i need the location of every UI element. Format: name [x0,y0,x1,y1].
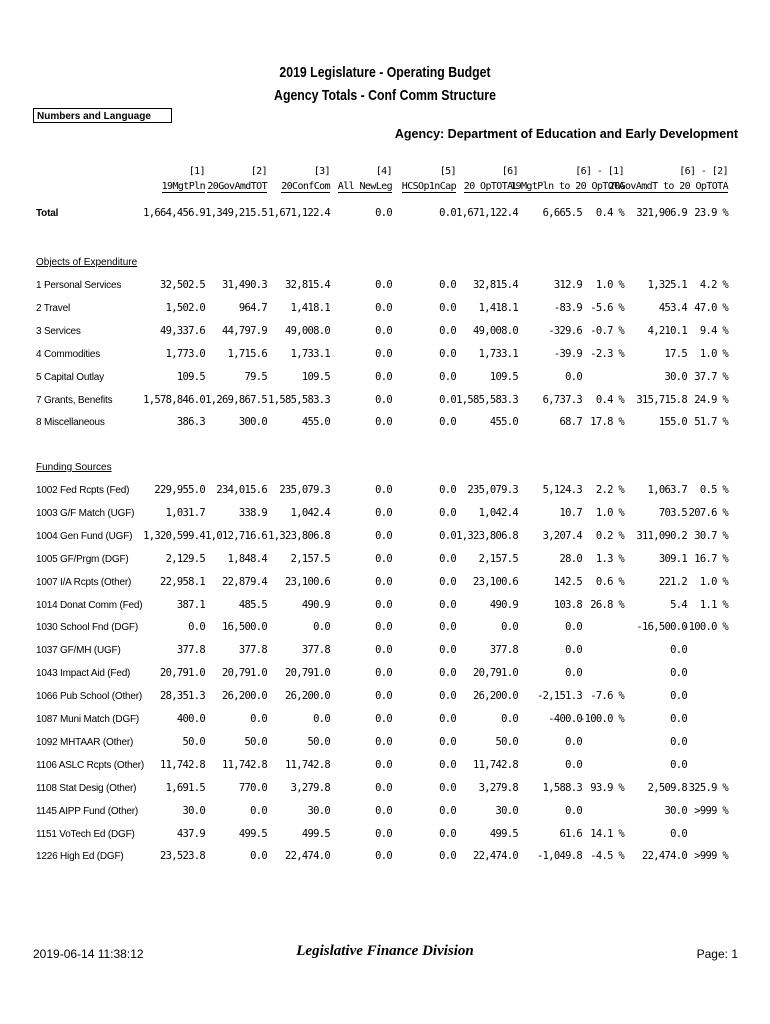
table-cell: -0.7 % [590,325,624,337]
table-cell: 0.0 [439,371,456,383]
table-cell: 22,474.0 [285,850,330,862]
table-cell: 0.4 % [595,394,624,406]
table-cell: 0.0 [375,736,392,748]
table-cell: 0.0 [375,325,392,337]
table-cell: 1,585,583.3 [456,394,518,406]
table-cell: 0.0 [439,348,456,360]
table-cell: 234,015.6 [216,484,267,496]
table-cell: 0.0 [313,713,330,725]
column-number: [2] [250,166,267,177]
table-cell: >999 % [694,805,728,817]
row-label: 1005 GF/Prgm (DGF) [36,554,129,565]
table-cell: 0.0 [439,394,456,406]
table-cell: 0.0 [375,782,392,794]
column-number: [6] - [1] [575,166,624,177]
table-cell: 26,200.0 [285,690,330,702]
table-cell: 321,906.9 [636,207,687,219]
table-cell: 79.5 [244,371,267,383]
table-cell: 1.0 % [699,576,728,588]
table-cell: 61.6 [559,828,582,840]
table-cell: 51.7 % [694,416,728,428]
table-cell: 50.0 [244,736,267,748]
table-cell: 109.5 [489,371,518,383]
table-cell: 155.0 [658,416,687,428]
row-label: 1226 High Ed (DGF) [36,851,124,862]
table-cell: 0.0 [439,713,456,725]
table-cell: 16.7 % [694,553,728,565]
table-cell: 0.0 [670,644,687,656]
table-cell: 703.5 [658,507,687,519]
table-cell: 0.0 [375,484,392,496]
table-cell: -83.9 [553,302,582,314]
row-label: 1002 Fed Rcpts (Fed) [36,485,130,496]
table-cell: 455.0 [301,416,330,428]
table-cell: 0.0 [565,805,582,817]
table-cell: 0.0 [375,850,392,862]
table-cell: 0.0 [501,713,518,725]
table-cell: 9.4 % [699,325,728,337]
table-cell: 10.7 [559,507,582,519]
table-cell: 30.7 % [694,530,728,542]
row-label: 4 Commodities [36,349,101,360]
table-cell: 0.0 [375,553,392,565]
table-cell: 0.0 [565,736,582,748]
table-cell: 31,490.3 [222,279,267,291]
table-cell: 300.0 [238,416,267,428]
table-cell: 23.9 % [694,207,728,219]
table-cell: 0.0 [250,713,267,725]
table-cell: 49,008.0 [473,325,518,337]
table-cell: 14.1 % [590,828,624,840]
footer-division: Legislative Finance Division [296,943,474,959]
table-cell: 2.2 % [595,484,624,496]
table-cell: 0.0 [439,667,456,679]
column-number: [3] [313,166,330,177]
row-label: 1043 Impact Aid (Fed) [36,668,131,679]
table-cell: 1,671,122.4 [456,207,518,219]
table-cell: 309.1 [658,553,687,565]
table-cell: 11,742.8 [222,759,267,771]
table-cell: 50.0 [307,736,330,748]
table-cell: 20,791.0 [160,667,205,679]
table-cell: -2.3 % [590,348,624,360]
table-cell: 1,063.7 [647,484,687,496]
row-label: 5 Capital Outlay [36,372,104,383]
table-cell: 4,210.1 [647,325,687,337]
row-label: 1092 MHTAAR (Other) [36,737,134,748]
table-cell: 0.0 [439,207,456,219]
table-cell: 0.0 [375,713,392,725]
table-cell: 377.8 [489,644,518,656]
row-label: 1108 Stat Desig (Other) [36,783,137,794]
table-cell: 1,502.0 [165,302,205,314]
table-cell: 0.0 [375,621,392,633]
table-cell: -7.6 % [590,690,624,702]
column-name: 19MgtPln to 20 OpTOTA [510,181,624,192]
table-cell: 0.0 [375,507,392,519]
table-cell: 0.0 [188,621,205,633]
row-label: 1087 Muni Match (DGF) [36,714,140,725]
table-cell: 0.0 [439,484,456,496]
table-cell: -100.0 % [683,621,728,633]
table-cell: 0.0 [439,507,456,519]
row-label: 3 Services [36,326,81,337]
table-cell: 325.9 % [688,782,728,794]
table-cell: 4.2 % [699,279,728,291]
row-label: Total [36,208,59,219]
table-cell: 24.9 % [694,394,728,406]
column-number: [1] [188,166,205,177]
table-cell: 0.0 [565,621,582,633]
table-cell: 6,665.5 [542,207,582,219]
table-cell: 1.3 % [595,553,624,565]
table-cell: 1,012,716.6 [205,530,267,542]
table-cell: 0.0 [375,828,392,840]
column-name: 20GovAmdTOT [207,181,267,192]
table-cell: 311,090.2 [636,530,687,542]
table-cell: 377.8 [301,644,330,656]
table-cell: 437.9 [176,828,205,840]
table-cell: 0.2 % [595,530,624,542]
table-cell: 2,129.5 [165,553,205,565]
column-name: 20GovAmdT to 20 OpTOTA [608,181,728,192]
table-cell: 1,325.1 [647,279,687,291]
table-cell: -100.0 % [579,713,624,725]
table-cell: 400.0 [176,713,205,725]
table-cell: 1,031.7 [165,507,205,519]
table-cell: 23,100.6 [473,576,518,588]
table-cell: 5,124.3 [542,484,582,496]
table-cell: -1,049.8 [537,850,582,862]
table-cell: 455.0 [489,416,518,428]
row-label: 1030 School Fnd (DGF) [36,622,138,633]
section-title: Funding Sources [36,462,112,473]
column-number: [5] [439,166,456,177]
table-cell: 0.0 [375,416,392,428]
row-label: 1014 Donat Comm (Fed) [36,600,143,611]
footer-timestamp: 2019-06-14 11:38:12 [33,947,144,961]
table-cell: 1.0 % [699,348,728,360]
table-cell: 23,523.8 [160,850,205,862]
table-cell: 0.0 [375,690,392,702]
table-cell: 22,474.0 [473,850,518,862]
table-cell: 235,079.3 [279,484,330,496]
table-cell: 1,691.5 [165,782,205,794]
table-cell: -4.5 % [590,850,624,862]
table-cell: 0.0 [439,690,456,702]
table-cell: 30.0 [664,371,687,383]
table-cell: 23,100.6 [285,576,330,588]
table-cell: 16,500.0 [222,621,267,633]
table-cell: 0.4 % [595,207,624,219]
table-cell: 0.0 [439,850,456,862]
table-cell: 22,474.0 [642,850,687,862]
table-cell: 1.0 % [595,507,624,519]
table-cell: 0.0 [375,667,392,679]
table-cell: 0.0 [375,644,392,656]
table-cell: 377.8 [176,644,205,656]
table-cell: 109.5 [176,371,205,383]
table-cell: 315,715.8 [636,394,687,406]
table-cell: 49,337.6 [160,325,205,337]
row-label: 1066 Pub School (Other) [36,691,143,702]
table-cell: 103.8 [553,599,582,611]
table-cell: 0.0 [375,302,392,314]
table-cell: 499.5 [489,828,518,840]
table-cell: 20,791.0 [285,667,330,679]
table-cell: 26,200.0 [222,690,267,702]
table-cell: 0.0 [439,416,456,428]
table-cell: 499.5 [238,828,267,840]
row-label: 2 Travel [36,303,70,314]
table-cell: 0.0 [439,736,456,748]
table-cell: 1,323,806.8 [456,530,518,542]
table-cell: 3,279.8 [478,782,518,794]
table-cell: 44,797.9 [222,325,267,337]
table-cell: 0.6 % [595,576,624,588]
row-label: 1037 GF/MH (UGF) [36,645,121,656]
table-cell: 0.0 [565,759,582,771]
table-cell: 0.0 [565,667,582,679]
table-cell: 485.5 [238,599,267,611]
table-cell: 32,815.4 [285,279,330,291]
table-cell: 30.0 [495,805,518,817]
column-name: 20 OpTOTAL [463,181,518,192]
table-cell: 11,742.8 [473,759,518,771]
table-cell: 0.0 [313,621,330,633]
row-label: 8 Miscellaneous [36,417,105,428]
table-cell: 490.9 [301,599,330,611]
table-cell: 0.0 [375,207,392,219]
table-cell: 0.0 [375,576,392,588]
table-cell: 0.0 [439,782,456,794]
table-cell: 1,664,456.9 [143,207,205,219]
table-cell: 109.5 [301,371,330,383]
table-cell: 0.0 [375,599,392,611]
table-cell: 3,279.8 [290,782,330,794]
table-cell: 964.7 [238,302,267,314]
table-cell: 0.0 [439,599,456,611]
table-cell: 0.0 [375,371,392,383]
table-cell: 0.0 [439,325,456,337]
table-cell: 1,671,122.4 [268,207,330,219]
row-label: 1 Personal Services [36,280,122,291]
table-cell: 0.5 % [699,484,728,496]
table-cell: 93.9 % [590,782,624,794]
table-cell: 0.0 [670,667,687,679]
table-cell: 32,502.5 [160,279,205,291]
table-cell: 0.0 [565,371,582,383]
report-title: 2019 Legislature - Operating Budget [279,64,491,81]
row-label: 1003 G/F Match (UGF) [36,508,135,519]
table-cell: 22,879.4 [222,576,267,588]
table-cell: 0.0 [375,279,392,291]
table-cell: 1,848.4 [227,553,267,565]
table-cell: 0.0 [670,759,687,771]
table-cell: 1,585,583.3 [268,394,330,406]
row-label: 1007 I/A Rcpts (Other) [36,577,132,588]
column-number: [6] - [2] [679,166,728,177]
table-cell: 0.0 [439,553,456,565]
table-cell: 2,509.8 [647,782,687,794]
report-subtitle: Agency Totals - Conf Comm Structure [274,87,496,104]
table-cell: 28,351.3 [160,690,205,702]
table-cell: 770.0 [238,782,267,794]
table-cell: 0.0 [375,805,392,817]
table-cell: 20,791.0 [473,667,518,679]
table-cell: 312.9 [553,279,582,291]
table-cell: 11,742.8 [160,759,205,771]
table-cell: 2,157.5 [290,553,330,565]
table-cell: 17.5 [664,348,687,360]
column-number: [4] [375,166,392,177]
table-cell: 49,008.0 [285,325,330,337]
table-cell: 0.0 [439,279,456,291]
table-cell: 1,733.1 [478,348,518,360]
column-name: All NewLeg [337,181,392,192]
table-cell: -2,151.3 [537,690,582,702]
table-cell: 50.0 [182,736,205,748]
table-cell: 386.3 [176,416,205,428]
row-label: 1106 ASLC Rcpts (Other) [36,760,145,771]
table-cell: 1,418.1 [290,302,330,314]
report-tag-box: Numbers and Language [33,108,172,123]
table-cell: 235,079.3 [467,484,518,496]
table-cell: -329.6 [548,325,582,337]
column-name: 20ConfCom [281,181,330,192]
row-label: 1004 Gen Fund (UGF) [36,531,133,542]
table-cell: 0.0 [439,759,456,771]
table-cell: 30.0 [182,805,205,817]
table-cell: 0.0 [439,302,456,314]
table-cell: 490.9 [489,599,518,611]
table-cell: 377.8 [238,644,267,656]
table-cell: 37.7 % [694,371,728,383]
table-cell: 50.0 [495,736,518,748]
table-cell: 26,200.0 [473,690,518,702]
table-cell: 0.0 [439,805,456,817]
row-label: 1151 VoTech Ed (DGF) [36,829,135,840]
table-cell: -16,500.0 [636,621,687,633]
table-cell: 5.4 [670,599,687,611]
table-cell: 0.0 [375,394,392,406]
agency-name: Agency: Department of Education and Early Development [394,127,738,141]
table-cell: 207.6 % [688,507,728,519]
column-name: HCSOp1nCap [401,181,456,192]
table-cell: 1,323,806.8 [268,530,330,542]
table-cell: 221.2 [658,576,687,588]
table-cell: 0.0 [565,644,582,656]
footer-page-number: Page: 1 [696,947,738,961]
table-cell: 0.0 [439,576,456,588]
table-cell: 30.0 [307,805,330,817]
table-cell: 22,958.1 [160,576,205,588]
table-cell: -39.9 [553,348,582,360]
table-cell: 0.0 [670,736,687,748]
table-cell: 1,269,867.5 [205,394,267,406]
table-cell: 387.1 [176,599,205,611]
table-cell: 229,955.0 [154,484,205,496]
table-cell: 3,207.4 [542,530,582,542]
table-cell: 26.8 % [590,599,624,611]
column-number: [6] [501,166,518,177]
table-cell: 0.0 [501,621,518,633]
table-cell: 499.5 [301,828,330,840]
table-cell: 1.1 % [699,599,728,611]
table-cell: 0.0 [250,805,267,817]
table-cell: 2,157.5 [478,553,518,565]
table-cell: 0.0 [439,530,456,542]
table-cell: 142.5 [553,576,582,588]
table-cell: 1,349,215.5 [205,207,267,219]
table-cell: 1,578,846.0 [143,394,205,406]
table-cell: 0.0 [439,644,456,656]
table-cell: 0.0 [670,713,687,725]
table-cell: 0.0 [670,828,687,840]
table-cell: 20,791.0 [222,667,267,679]
table-cell: 453.4 [658,302,687,314]
table-cell: -400.0 [548,713,582,725]
row-label: 7 Grants, Benefits [36,395,113,406]
table-cell: 0.0 [670,690,687,702]
table-cell: 28.0 [559,553,582,565]
table-cell: 0.0 [375,348,392,360]
row-label: 1145 AIPP Fund (Other) [36,806,138,817]
table-cell: >999 % [694,850,728,862]
table-cell: 32,815.4 [473,279,518,291]
section-title: Objects of Expenditure [36,257,138,268]
table-cell: 6,737.3 [542,394,582,406]
table-cell: 0.0 [375,530,392,542]
table-cell: 1,715.6 [227,348,267,360]
table-cell: 1.0 % [595,279,624,291]
column-name: 19MgtPln [161,181,205,192]
table-cell: 1,320,599.4 [143,530,205,542]
table-cell: 0.0 [250,850,267,862]
table-cell: 338.9 [238,507,267,519]
table-cell: 1,042.4 [478,507,518,519]
table-cell: 47.0 % [694,302,728,314]
table-cell: 1,733.1 [290,348,330,360]
table-cell: -5.6 % [590,302,624,314]
table-cell: 0.0 [439,828,456,840]
table-cell: 1,773.0 [165,348,205,360]
table-cell: 0.0 [439,621,456,633]
table-cell: 1,042.4 [290,507,330,519]
table-cell: 1,588.3 [542,782,582,794]
table-cell: 68.7 [559,416,582,428]
table-cell: 17.8 % [590,416,624,428]
table-cell: 11,742.8 [285,759,330,771]
table-cell: 0.0 [375,759,392,771]
table-cell: 30.0 [664,805,687,817]
table-cell: 1,418.1 [478,302,518,314]
